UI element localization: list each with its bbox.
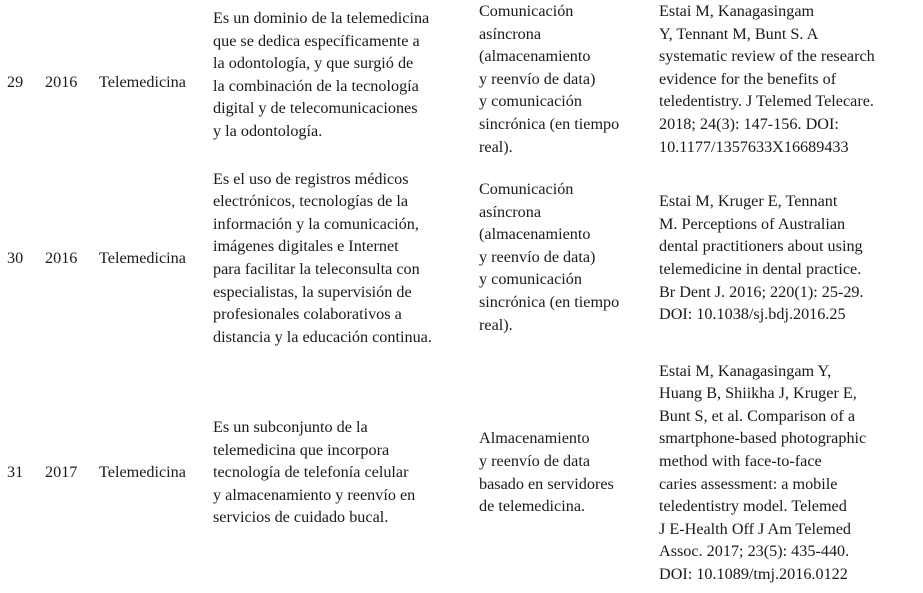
table-row [0,164,923,352]
row-term: Telemedicina [99,72,186,91]
row-reference: Estai M, Kanagasingam Y, Huang B, Shiikha J, Kruger E, Bunt S, et al. Comparison of a smartphone-based photographic method with face-to-face caries assessment: a mobile teledentistry model. Telemed J E-Health Off J Am Telemed Assoc. 2017; 23(5): 435-440. DOI: 10.1089/tmj.2016.0122 [659,361,867,583]
row-communication-mode: Comunicación asíncrona (almacenamiento y reenvío de data) y comunicación sincrónica (en tiempo real). [479,2,620,156]
row-term: Telemedicina [99,463,186,482]
row-definition: Es un subconjunto de la telemedicina que incorpora tecnología de telefonía celular y almacenamiento y reenvío en servicios de cuidado bucal. [213,418,416,527]
row-year: 2016 [45,72,78,91]
row-communication-mode: Almacenamiento y reenvío de data basado en servidores de telemedicina. [479,429,614,516]
row-reference: Estai M, Kruger E, Tennant M. Perceptions of Australian dental practitioners about using telemedicine in dental practice. Br Dent J. 2016; 220(1): 25-29. DOI: 10.1038/sj.bdj.2016.25 [659,192,864,324]
row-term: Telemedicina [99,248,186,267]
row-definition: Es el uso de registros médicos electrónicos, tecnologías de la información y la comunicación, imágenes digitales e Internet para facilitar la teleconsulta con especialistas, la supervisión de profesionales colaborativos a distancia y la educación continua. [213,169,432,346]
table-row [0,352,923,593]
table-row [0,0,923,164]
row-number: 29 [7,72,24,91]
row-number: 31 [7,463,24,482]
row-reference: Estai M, Kanagasingam Y, Tennant M, Bunt S. A systematic review of the research evidence for the benefits of teledentistry. J Telemed Telecare. 2018; 24(3): 147-156. DOI: 10.1177/1357633X16689433 [659,2,875,156]
row-communication-mode: Comunicación asíncrona (almacenamiento y reenvío de data) y comunicación sincrónica (en tiempo real). [479,180,620,334]
row-year: 2016 [45,248,78,267]
row-number: 30 [7,248,24,267]
row-year: 2017 [45,463,78,482]
row-definition: Es un dominio de la telemedicina que se dedica específicamente a la odontología, y que surgió de la combinación de la tecnología digital y de telecomunicaciones y la odontología. [213,9,430,140]
